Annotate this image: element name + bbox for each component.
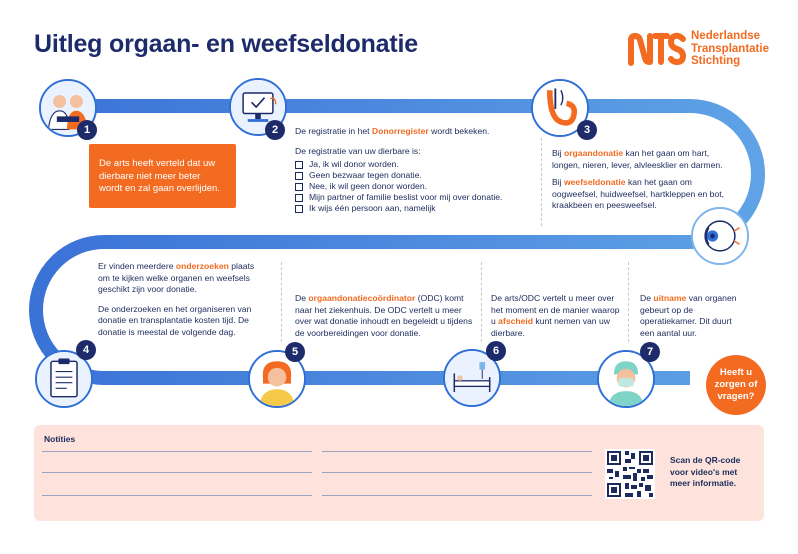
note-line[interactable]: [322, 495, 592, 496]
note-line[interactable]: [322, 472, 592, 473]
note-line[interactable]: [42, 495, 312, 496]
checkbox[interactable]: [295, 183, 303, 191]
checkbox[interactable]: [295, 194, 303, 202]
option-no[interactable]: Nee, ik wil geen donor worden.: [295, 181, 535, 192]
step-2-text: De registratie in het Donorregister wordt bekeken. De registratie van uw dierbare is: Ja, ik wil donor worden. Geen bezwaar tegen donatie. Nee, ik wil geen donor worden. Mijn partner of familie beslist voor mij over donatie. Ik wijs één persoon aan, namelijk: [295, 126, 535, 214]
step-1-box: De arts heeft verteld dat uw dierbare niet meer beter wordt en zal gaan overlijden.: [89, 144, 236, 208]
checkbox[interactable]: [295, 205, 303, 213]
step-5-text: De orgaandonatiecoördinator (ODC) komt naar het ziekenhuis. De ODC vertelt u meer over wat donatie inhoudt en begeleidt u tijdens de voorbereidingen voor donatie.: [295, 293, 473, 338]
logo-name-line3: Stichting: [691, 55, 741, 67]
checkbox[interactable]: [295, 161, 303, 169]
registration-options: [295, 159, 535, 214]
registration-list-title: De registratie van uw dierbare is:: [295, 145, 421, 156]
divider: [281, 262, 282, 342]
step-4-text: Er vinden meerdere onderzoeken plaats om te kijken welke organen en weefsels geschikt zijn voor donatie. De onderzoeken en het organiseren van donatie en transplantatie kosten tijd. De donatie is meestal de volgende dag.: [98, 261, 255, 337]
checkbox[interactable]: [295, 172, 303, 180]
logo-name-line2: Transplantatie: [691, 42, 769, 55]
notes-panel: [34, 425, 764, 521]
note-line[interactable]: [42, 472, 312, 473]
clipboard-icon: [37, 352, 91, 406]
logo-name-line1: Nederlandse: [691, 30, 761, 42]
step-2-badge: 2: [265, 120, 285, 140]
option-family-decides[interactable]: Mijn partner of familie beslist voor mij over donatie.: [295, 192, 535, 203]
step-7-badge: 7: [640, 342, 660, 362]
option-one-person[interactable]: Ik wijs één persoon aan, namelijk: [295, 203, 535, 214]
questions-bubble: Heeft u zorgen of vragen?: [706, 355, 766, 415]
step-1-badge: 1: [77, 120, 97, 140]
qr-caption: Scan de QR-code voor video's met meer informatie.: [670, 455, 741, 488]
option-yes[interactable]: Ja, ik wil donor worden.: [295, 159, 535, 170]
note-line[interactable]: [42, 451, 312, 452]
note-line[interactable]: [322, 451, 592, 452]
step-6-text: De arts/ODC vertelt u meer over het moment en de manier waarop u afscheid kunt nemen van uw dierbare.: [491, 293, 620, 338]
notes-title: Notities: [44, 434, 76, 444]
step-6-badge: 6: [486, 341, 506, 361]
qr-code[interactable]: [605, 449, 655, 499]
donorregister-highlight: Donorregister: [371, 126, 429, 136]
step-4-badge: 4: [76, 340, 96, 360]
step-5-badge: 5: [285, 342, 305, 362]
page-title: Uitleg orgaan- en weefseldonatie: [34, 30, 418, 58]
step-3-badge: 3: [577, 120, 597, 140]
option-no-objection[interactable]: Geen bezwaar tegen donatie.: [295, 170, 535, 181]
step-3-text: Bij orgaandonatie kan het gaan om hart, longen, nieren, lever, alvleesklier en darmen. Bij weefseldonatie kan het gaan om oogweefsel, huidweefsel, hartkleppen en bot, kraakbeen en peesweefsel.: [552, 148, 724, 211]
divider: [481, 262, 482, 342]
divider: [541, 138, 542, 226]
step-7-text: De uitname van organen gebeurt op de operatiekamer. Dit duurt een aantal uur.: [640, 293, 737, 338]
divider: [628, 262, 629, 342]
